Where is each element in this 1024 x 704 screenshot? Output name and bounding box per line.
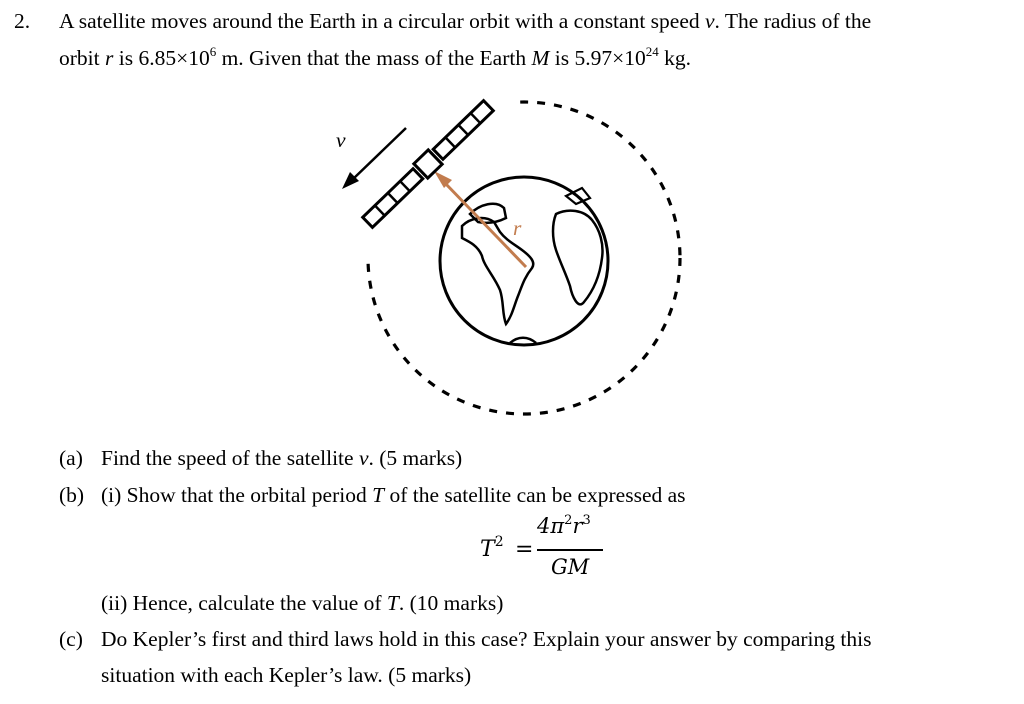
intro-text: is 6.85×10 [113,46,210,70]
symbol-v: v [358,446,369,470]
formula-lhs [480,534,504,562]
intro-text: kg. [658,46,691,70]
part-a-text-2: . (5 marks) [368,446,463,470]
part-b-ii-text-2: . (10 marks) [398,591,504,615]
symbol-T: T [386,591,399,615]
part-c-line-2: situation with each Kepler’s law. (5 marks) [101,663,472,687]
formula-exp: 2 [564,513,573,528]
symbol-T: T [372,483,385,507]
symbol-M: M [531,46,550,70]
intro-text: m. Given that the mass of the Earth [216,46,532,70]
formula-r: r [572,514,583,538]
question-number: 2. [14,9,31,33]
part-a-label: (a) [59,446,83,470]
formula-equals: = [515,537,534,562]
formula-denominator: GM [551,555,590,579]
part-a-text-1: Find the speed of the satellite [101,446,359,470]
exponent: 6 [209,44,217,59]
exponent: 24 [645,44,659,59]
part-b-label: (b) [59,483,85,507]
part-c-line-1: Do Kepler’s first and third laws hold in this case? Explain your answer by comparing this [101,627,872,651]
intro-text: . The radius of the [714,9,872,33]
velocity-arrow-line [352,128,406,180]
part-b-i-text [101,482,686,508]
radius-label: r [513,216,522,240]
formula-T-exp: 2 [494,534,504,550]
part-b-ii-text-1: (ii) Hence, calculate the value of [101,591,387,615]
formula-exp: 3 [582,513,591,528]
symbol-r: r [104,46,114,70]
formula-numerator [537,514,591,538]
part-b-i-text-2: of the satellite can be expressed as [384,483,686,507]
formula-4pi: 4π [537,514,565,538]
intro-text: is 5.97×10 [549,46,646,70]
intro-text: orbit [59,46,105,70]
velocity-label: v [336,128,346,152]
formula-fraction-bar [537,549,603,551]
intro-text: A satellite moves around the Earth in a circular orbit with a constant speed [59,9,705,33]
part-a-text [101,445,462,471]
part-b-ii-text [101,590,503,616]
part-b-i-text-1: (i) Show that the orbital period [101,483,373,507]
symbol-v: v [705,9,715,33]
formula-T: T [480,537,495,562]
part-c-label: (c) [59,627,83,651]
